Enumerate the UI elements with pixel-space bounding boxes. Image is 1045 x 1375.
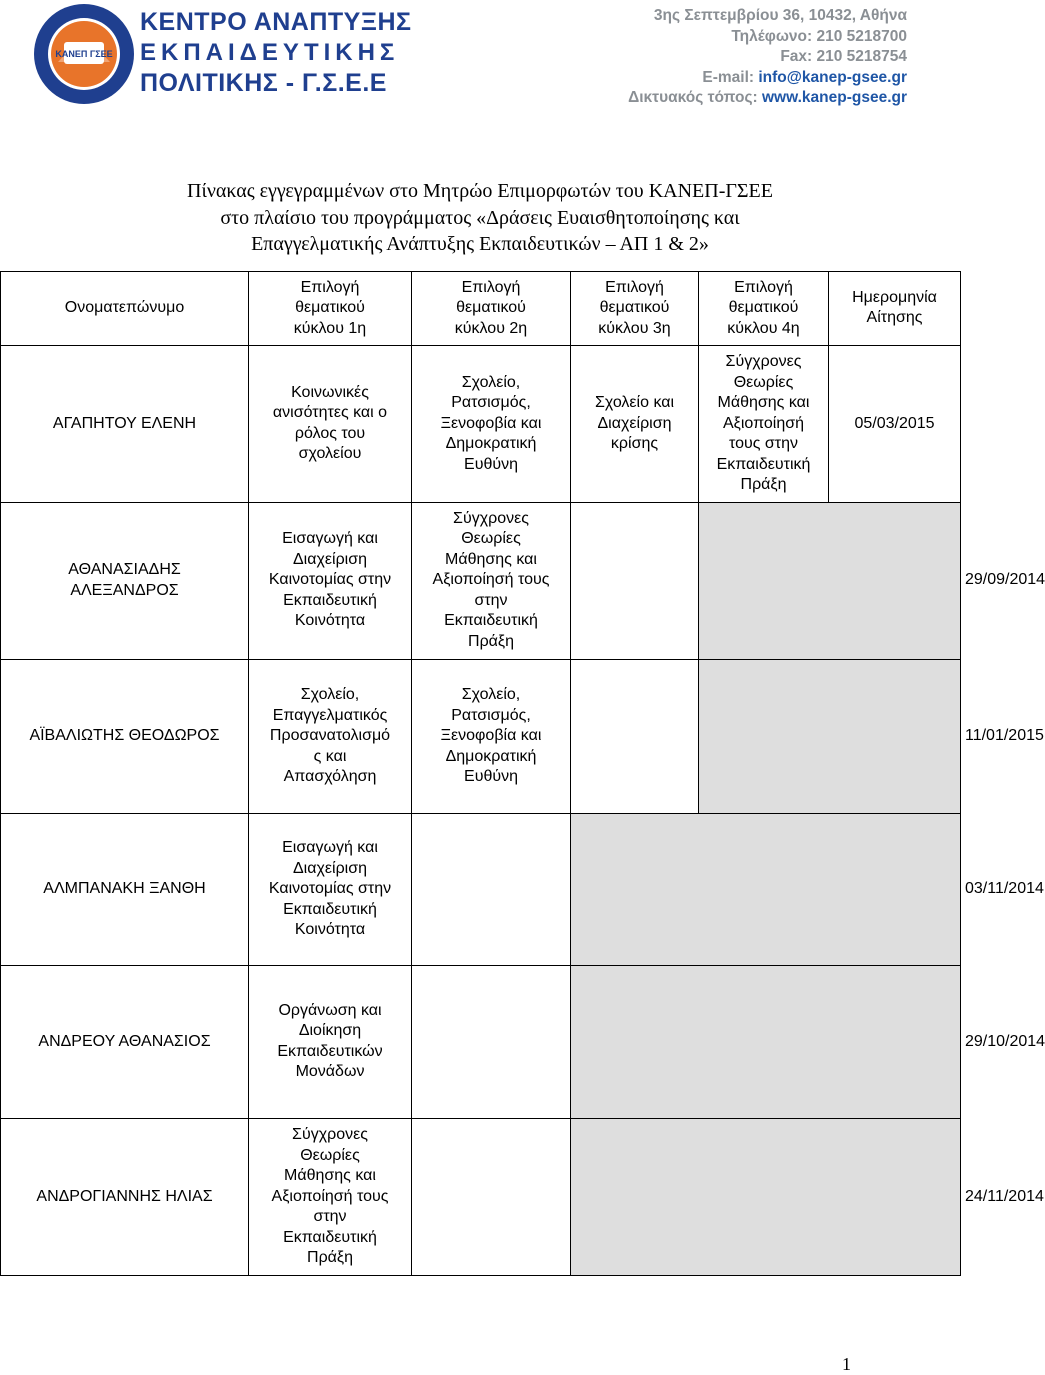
contact-info (628, 6, 907, 109)
cell-cycle-1 (249, 1119, 412, 1276)
cell-line: Διαχείριση (292, 550, 367, 568)
header-text: Επιλογή (300, 278, 360, 296)
cell-line: Εκπαιδευτική (716, 455, 811, 473)
cell-name (1, 345, 249, 502)
website-label: Δικτυακός τόπος: (628, 89, 762, 106)
cell-line: Διαχείριση (292, 859, 367, 877)
cell-line: Οργάνωση και (278, 1001, 382, 1019)
cell-line: ΑΝΔΡΟΓΙΑΝΝΗΣ ΗΛΙΑΣ (36, 1187, 213, 1205)
cell-empty-shaded (571, 1119, 961, 1276)
cell-line: Εκπαιδευτική (283, 900, 377, 918)
org-name-line-1: ΚΕΝΤΡΟ ΑΝΑΠΤΥΞΗΣ (140, 8, 412, 36)
cell-line: Σχολείο και (594, 394, 675, 412)
email-label: E-mail: (702, 68, 759, 86)
header-cycle-3 (571, 272, 699, 346)
header-text: θεματικού (599, 299, 670, 317)
cell-empty-shaded (699, 659, 961, 813)
cell-line: Ευθύνη (464, 768, 518, 786)
cell-line: Ξενοφοβία και (440, 414, 542, 432)
cell-line: Σύγχρονες (453, 509, 529, 527)
table-row: ΑΝΔΡΟΓΙΑΝΝΗΣ ΗΛΙΑΣ Σύγχρονες Θεωρίες Μάθησης και Αξιοποίησή τους στην Εκπαιδευτική Πράξη 24/11/2014 (1, 1119, 961, 1276)
org-name-line-2: ΕΚΠΑΙΔΕΥΤΙΚΗΣ (140, 39, 400, 66)
cell-line: Εκπαιδευτικών (277, 1042, 383, 1060)
page-number: 1 (842, 1354, 851, 1374)
email-line (628, 68, 907, 89)
cell-name (1, 1119, 249, 1276)
cell-cycle-2 (412, 502, 571, 659)
cell-cycle-1 (249, 502, 412, 659)
title-line-3: Επαγγελματικής Ανάπτυξης Εκπαιδευτικών – ΑΠ 1 & 2» (251, 233, 709, 255)
cell-cycle-3 (571, 502, 699, 659)
cell-cycle-2 (412, 1119, 571, 1276)
header-text: κύκλου 4η (727, 319, 800, 337)
header-name (1, 272, 249, 346)
cell-name (1, 659, 249, 813)
header-cycle-2 (412, 272, 571, 346)
table-header-row (1, 272, 961, 346)
org-name-line-3: ΠΟΛΙΤΙΚΗΣ - Γ.Σ.Ε.Ε (140, 69, 387, 97)
cell-line: ΑΘΑΝΑΣΙΑΔΗΣ (68, 561, 181, 579)
cell-line: Εισαγωγή και (282, 839, 378, 857)
cell-cycle-1 (249, 659, 412, 813)
table-row (1, 345, 961, 502)
cell-line: σχολείου (298, 445, 362, 463)
cell-line: Σύγχρονες (292, 1126, 368, 1144)
cell-line: Δημοκρατική (445, 747, 537, 765)
cell-line: Κοινωνικές (291, 383, 369, 401)
cell-line: Μάθησης και (284, 1167, 376, 1185)
cell-cycle-3 (571, 345, 699, 502)
header-cycle-1 (249, 272, 412, 346)
cell-line: Σχολείο, (461, 686, 521, 704)
cell-line: Αξιοποίησή (723, 414, 804, 432)
title-line-2: στο πλαίσιο του προγράμματος «Δράσεις Ευαισθητοποίησης και (220, 206, 740, 229)
cell-name (1, 502, 249, 659)
cell-empty-shaded (571, 813, 961, 965)
cell-cycle-1 (249, 813, 412, 965)
email-link[interactable]: info@kanep-gsee.gr (758, 68, 907, 86)
cell-cycle-2 (412, 813, 571, 965)
cell-line: Θεωρίες (733, 373, 794, 391)
cell-line: Δημοκρατική (445, 435, 537, 453)
cell-line: Πράξη (468, 632, 514, 650)
header-text: κύκλου 2η (454, 319, 528, 337)
logo-text: ΚΑΝΕΠ ΓΣΕΕ (55, 49, 113, 59)
header-text: Επιλογή (461, 278, 521, 296)
cell-line: Εκπαιδευτική (283, 591, 377, 609)
cell-line: ρόλος του (294, 424, 366, 442)
cell-name (1, 813, 249, 965)
cell-line: Μονάδων (295, 1063, 365, 1081)
cell-line: Αξιοποίησή τους (432, 571, 550, 589)
table-row: ΑΛΜΠΑΝΑΚΗ ΞΑΝΘΗ Εισαγωγή και Διαχείριση Καινοτομίας στην Εκπαιδευτική Κοινότητα 03/11/2014 (1, 813, 961, 965)
cell-line: Εκπαιδευτική (283, 1228, 377, 1246)
cell-line: Ρατσισμός, (451, 706, 531, 724)
cell-line: Σύγχρονες (725, 353, 802, 371)
organization-name (140, 10, 412, 96)
cell-line: Θεωρίες (300, 1146, 360, 1164)
header-text: Επιλογή (734, 278, 793, 296)
title-line-1: Πίνακας εγγεγραμμένων στο Μητρώο Επιμορφωτών του ΚΑΝΕΠ-ΓΣΕΕ (187, 180, 773, 202)
kanep-gsee-logo (30, 2, 138, 107)
cell-line: στην (313, 1208, 347, 1226)
cell-line: Καινοτομίας στην (268, 880, 392, 898)
cell-line: Πράξη (740, 476, 787, 494)
website-link[interactable]: www.kanep-gsee.gr (762, 89, 907, 106)
fax: Fax: 210 5218754 (780, 48, 907, 65)
header-text: Ημερομηνία (852, 288, 937, 306)
cell-line: Εισαγωγή και (282, 530, 378, 548)
cell-line: Κοινότητα (294, 612, 366, 630)
cell-line: ς και (313, 747, 347, 765)
cell-cycle-2 (412, 965, 571, 1118)
cell-cycle-1 (249, 965, 412, 1118)
cell-empty-shaded (571, 965, 961, 1118)
cell-cycle-2 (412, 345, 571, 502)
header-text: θεματικού (456, 299, 526, 317)
cell-line: Εκπαιδευτική (444, 612, 538, 630)
cell-line: ΑΪΒΑΛΙΩΤΗΣ ΘΕΟΔΩΡΟΣ (29, 727, 220, 745)
cell-line: κρίσης (610, 435, 659, 453)
cell-line: Διοίκηση (298, 1022, 362, 1040)
header-cycle-4 (699, 272, 829, 346)
cell-cycle-2 (412, 659, 571, 813)
cell-line: στην (474, 591, 508, 609)
cell-line: Σχολείο, (300, 686, 360, 704)
cell-line: Θεωρίες (461, 530, 521, 548)
cell-line: ΑΝΔΡΕΟΥ ΑΘΑΝΑΣΙΟΣ (38, 1032, 211, 1050)
header-text: κύκλου 1η (293, 319, 367, 337)
cell-line: Ξενοφοβία και (440, 727, 542, 745)
header-text: Επιλογή (605, 278, 664, 296)
header-name-text: Ονοματεπώνυμο (64, 299, 185, 317)
cell-line: Κοινότητα (294, 921, 366, 939)
cell-line: Προσανατολισμό (269, 727, 391, 745)
address: 3ης Σεπτεμβρίου 36, 10432, Αθήνα (653, 7, 907, 24)
cell-line: Ρατσισμός, (451, 394, 531, 412)
cell-line: ΑΛΜΠΑΝΑΚΗ ΞΑΝΘΗ (43, 880, 206, 898)
header-text: Αίτησης (866, 309, 923, 327)
cell-line: Πράξη (307, 1249, 353, 1267)
cell-line: Ευθύνη (464, 455, 518, 473)
cell-line: Καινοτομίας στην (268, 571, 392, 589)
cell-line: Διαχείριση (597, 414, 672, 432)
trainers-registry-table (0, 271, 1045, 1276)
cell-line: Απασχόληση (283, 768, 377, 786)
cell-line: τους στην (729, 435, 798, 453)
header-text: κύκλου 3η (598, 319, 671, 337)
table-row: ΑΪΒΑΛΙΩΤΗΣ ΘΕΟΔΩΡΟΣ Σχολείο, Επαγγελματικός Προσανατολισμό ς και Απασχόληση Σχολείο, Ρατσισμός, Ξενοφοβία και Δημοκρατική Ευθύνη 11/01/2015 (1, 659, 961, 813)
cell-cycle-3 (571, 659, 699, 813)
cell-line: Μάθησης και (445, 550, 537, 568)
cell-date: 05/03/2015 (829, 345, 961, 502)
header-text: θεματικού (728, 299, 799, 317)
cell-line: Αξιοποίησή τους (271, 1187, 389, 1205)
cell-empty-shaded (699, 502, 961, 659)
cell-line: Μάθησης και (717, 394, 810, 412)
table-row: ΑΘΑΝΑΣΙΑΔΗΣ ΑΛΕΞΑΝΔΡΟΣ Εισαγωγή και Διαχείριση Καινοτομίας στην Εκπαιδευτική Κοινότητα Σύγχρονες Θεωρίες Μάθησης και Αξιοποίησή τους στην Εκπαιδευτική Πράξη 29/09/2014 (1, 502, 961, 659)
header-text: θεματικού (295, 299, 365, 317)
cell-line: ΑΓΑΠΗΤΟΥ ΕΛΕΝΗ (52, 414, 197, 432)
cell-cycle-4 (699, 345, 829, 502)
document-title (0, 178, 960, 258)
cell-line: Σχολείο, (461, 373, 521, 391)
cell-name (1, 965, 249, 1118)
cell-line: Επαγγελματικός (272, 706, 388, 724)
cell-cycle-1 (249, 345, 412, 502)
table-row: ΑΝΔΡΕΟΥ ΑΘΑΝΑΣΙΟΣ Οργάνωση και Διοίκηση Εκπαιδευτικών Μονάδων 29/10/2014 (1, 965, 961, 1118)
cell-line: ΑΛΕΞΑΝΔΡΟΣ (70, 581, 179, 599)
website-line (628, 88, 907, 109)
header-date (829, 272, 961, 346)
phone: Τηλέφωνο: 210 5218700 (731, 27, 907, 45)
cell-line: ανισότητες και ο (272, 404, 388, 422)
